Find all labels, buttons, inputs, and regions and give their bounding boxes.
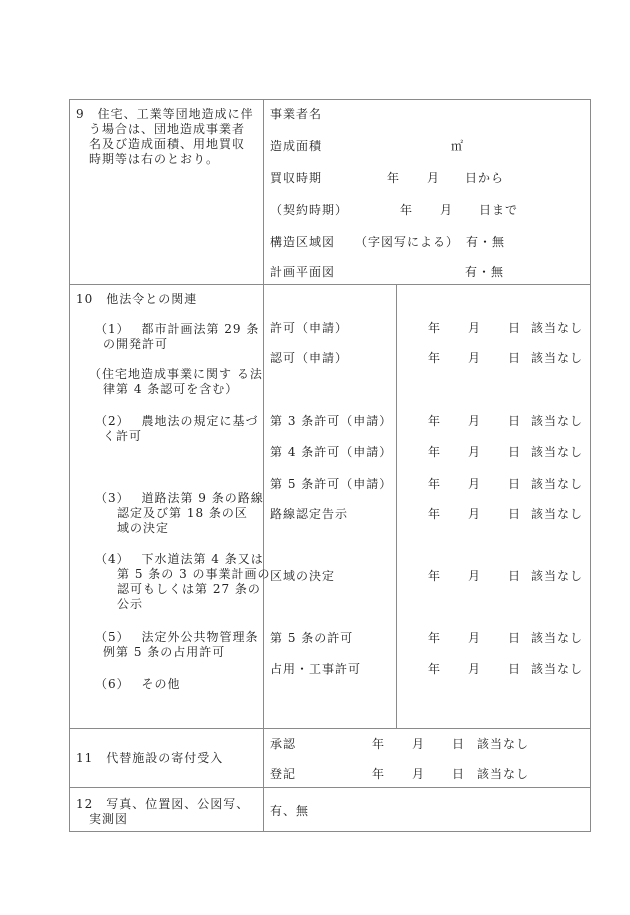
contract-year: 年: [400, 203, 414, 217]
permit-label: 第 4 条許可（申請）: [270, 445, 393, 459]
row9-description-line: 9 住宅、工業等団地造成に伴: [76, 107, 254, 121]
permit-label: 区域の決定: [270, 569, 336, 583]
approval-not-applicable: 該当なし: [477, 737, 530, 751]
permit-not-applicable: 該当なし: [531, 507, 584, 521]
registration-year: 年: [372, 767, 386, 781]
item5-line: （5） 法定外公共物管理条: [95, 630, 259, 644]
permit-not-applicable: 該当なし: [531, 321, 584, 335]
row9-description-line: う場合は、団地造成事業者: [89, 122, 246, 136]
permit-day: 日: [508, 414, 522, 428]
permit-year: 年: [428, 445, 442, 459]
plan-map-yes-no: 有・無: [465, 265, 505, 279]
permit-month: 月: [468, 351, 482, 365]
permit-year: 年: [428, 631, 442, 645]
row9-description-line: 時期等は右のとおり。: [89, 152, 220, 166]
registration-label: 登記: [270, 767, 297, 781]
business-name-label: 事業者名: [270, 107, 323, 121]
permit-month: 月: [468, 662, 482, 676]
permit-label: 路線認定告示: [270, 507, 349, 521]
column-divider: [263, 99, 264, 832]
item5-line: 例第 5 条の占用許可: [103, 645, 226, 659]
permit-month: 月: [468, 445, 482, 459]
row-divider: [69, 284, 591, 285]
registration-day: 日: [452, 767, 466, 781]
contract-label: （契約時期）: [270, 203, 349, 217]
permit-not-applicable: 該当なし: [531, 569, 584, 583]
item3-line: （3） 道路法第 9 条の路線: [95, 491, 264, 505]
row10-title: 10 他法令との関連: [76, 292, 198, 306]
contract-month: 月: [440, 203, 454, 217]
item1-line: の開発許可: [103, 337, 169, 351]
item4-line: （4） 下水道法第 4 条又は: [95, 552, 264, 566]
permit-month: 月: [468, 569, 482, 583]
permit-month: 月: [468, 477, 482, 491]
permit-month: 月: [468, 321, 482, 335]
permit-year: 年: [428, 662, 442, 676]
permit-day: 日: [508, 631, 522, 645]
permit-year: 年: [428, 351, 442, 365]
permit-month: 月: [468, 631, 482, 645]
permit-not-applicable: 該当なし: [531, 351, 584, 365]
approval-label: 承認: [270, 737, 297, 751]
subcolumn-divider: [396, 284, 397, 728]
item1-line: （1） 都市計画法第 29 条: [95, 322, 260, 336]
item1-note-line: 律第 4 条認可を含む）: [103, 382, 239, 396]
permit-month: 月: [468, 507, 482, 521]
row-divider: [69, 728, 591, 729]
permit-year: 年: [428, 321, 442, 335]
permit-label: 第 3 条許可（申請）: [270, 414, 393, 428]
permit-month: 月: [468, 414, 482, 428]
row12-label-line: 12 写真、位置図、公図写、: [76, 797, 250, 811]
item6-line: （6） その他: [95, 677, 181, 691]
permit-not-applicable: 該当なし: [531, 631, 584, 645]
purchase-year: 年: [387, 171, 401, 185]
zone-map-label: 構造区域図 （字図写による） 有・無: [270, 235, 506, 249]
permit-label: 占用・工事許可: [270, 662, 362, 676]
permit-label: 認可（申請）: [270, 351, 349, 365]
purchase-month: 月: [427, 171, 441, 185]
purchase-from-day: 日から: [465, 171, 505, 185]
approval-month: 月: [412, 737, 426, 751]
contract-until-day: 日まで: [479, 203, 519, 217]
permit-year: 年: [428, 507, 442, 521]
permit-day: 日: [508, 321, 522, 335]
row9-description-line: 名及び造成面積、用地買収: [89, 137, 246, 151]
registration-not-applicable: 該当なし: [477, 767, 530, 781]
permit-day: 日: [508, 351, 522, 365]
item2-line: く許可: [103, 429, 143, 443]
item1-note-line: （住宅地造成事業に関す る法: [89, 367, 263, 381]
permit-label: 第 5 条許可（申請）: [270, 477, 393, 491]
permit-day: 日: [508, 662, 522, 676]
row12-label-line: 実測図: [89, 812, 129, 826]
permit-not-applicable: 該当なし: [531, 414, 584, 428]
permit-not-applicable: 該当なし: [531, 477, 584, 491]
permit-label: 許可（申請）: [270, 321, 349, 335]
permit-day: 日: [508, 507, 522, 521]
approval-day: 日: [452, 737, 466, 751]
item2-line: （2） 農地法の規定に基づ: [95, 414, 259, 428]
plan-map-label: 計画平面図: [270, 265, 336, 279]
item3-line: 域の決定: [117, 521, 170, 535]
area-unit: ㎡: [451, 139, 465, 153]
permit-label: 第 5 条の許可: [270, 631, 354, 645]
permit-not-applicable: 該当なし: [531, 445, 584, 459]
item3-line: 認定及び第 18 条の区: [117, 506, 248, 520]
item4-line: 第 5 条の 3 の事業計画の: [117, 567, 271, 581]
row11-label: 11 代替施設の寄付受入: [76, 751, 224, 765]
item4-line: 認可もしくは第 27 条の: [117, 582, 261, 596]
permit-not-applicable: 該当なし: [531, 662, 584, 676]
permit-day: 日: [508, 569, 522, 583]
row-divider: [69, 787, 591, 788]
permit-day: 日: [508, 445, 522, 459]
item4-line: 公示: [117, 597, 144, 611]
area-label: 造成面積: [270, 139, 323, 153]
approval-year: 年: [372, 737, 386, 751]
permit-year: 年: [428, 569, 442, 583]
purchase-label: 買収時期: [270, 171, 323, 185]
row12-yes-no: 有、無: [270, 804, 310, 818]
permit-year: 年: [428, 414, 442, 428]
permit-day: 日: [508, 477, 522, 491]
permit-year: 年: [428, 477, 442, 491]
registration-month: 月: [412, 767, 426, 781]
